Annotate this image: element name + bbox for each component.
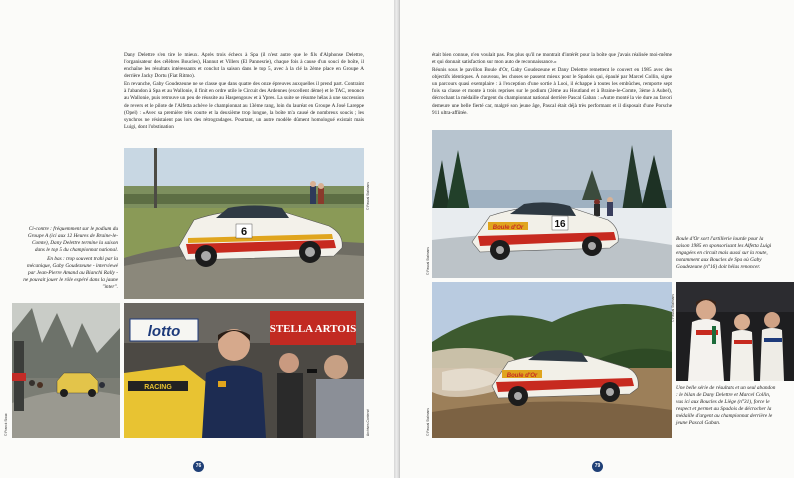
right-caption-1: Boule d'Or sort l'artillerie lourde pour la saison 1985 en sponsorisant les Alfetta Luigi engagées en circuit mais aussi sur la route, notamment aux Boucles de Spa où Gaby Goudezeune (n°16) doit hélas renoncer.	[676, 236, 772, 270]
right-paragraph-1: était bien connue, n'en voulait pas. Pas plus qu'il ne montrait d'intérêt pour la boîte que j'avais réalisée moi-même et qui donnait satisfaction sur mon auto de reconnaissance.»	[432, 52, 672, 66]
snow-rally-illustration	[432, 130, 672, 278]
right-caption-2-box	[676, 385, 776, 429]
photo-boule-dor-16	[432, 130, 672, 278]
right-page	[399, 0, 794, 478]
dust-rally-illustration	[432, 282, 672, 438]
left-photo-credit-2: © Franck Sioux	[4, 413, 8, 436]
right-body-text	[432, 52, 672, 118]
left-captions	[22, 226, 118, 293]
interview-illustration	[124, 303, 364, 438]
lotto-sign-text: lotto	[147, 323, 181, 340]
left-page-number: 76	[193, 461, 204, 472]
photo-dust-rally-car	[432, 282, 672, 438]
left-caption-1: Ci-contre : fréquemment sur le podium du Groupe A (ici aux 12 Heures de Braine-le-Comte), Dany Delettre termine la saison dans le top 5 du championnat national.	[27, 226, 118, 253]
right-caption-1-box	[676, 236, 776, 273]
left-body-text	[124, 52, 364, 132]
left-page	[0, 0, 395, 478]
podium-illustration	[676, 282, 794, 381]
right-paragraph-2: Réunis sous le pavillon Boule d'Or, Gaby Goudezeune et Dany Delettre remettent le couvert en 1985 avec des objectifs identiques. À nouveau, les choses se passent mieux pour le Spadois qui, épaulé par Marcel Collin, signe un parcours quasi exemplaire : à l'exception d'une sortie à Looi, il échappe à toutes les embûches, remporte sept fois sa classe et monte à trois reprises sur le podium (2ème au Houtland et à Braine-le-Comte, 3ème à Aubel), décrochant la médaille d'argent du championnat national derrière Pascal Gaban : «Autre monté la vie dure au favori demeure une belle fierté car, malgré son jeune âge, Pascal était déjà très performant et il disposait d'une Porsche 911 ultra-affûtée.	[432, 67, 672, 116]
stella-sign-text: STELLA ARTOIS	[269, 323, 357, 335]
right-photo-credit-1: © Pascal Stalmans	[426, 247, 430, 275]
photo-rally-stage-small	[12, 303, 120, 438]
left-photo-credit-3: Archives Contersé	[366, 409, 370, 436]
boule-dor-livery-1: Boule d'Or	[492, 225, 524, 231]
rally-car-illustration	[124, 148, 364, 299]
boule-dor-livery-2: Boule d'Or	[506, 373, 538, 379]
right-photo-credit-3: © Pascal Stalmans	[671, 294, 675, 322]
left-paragraph-1: Dany Delettre s'en tire le mieux. Après trois échecs à Spa (il n'est autre que le fils d'Alphonse Delettre, l'organisateur des célèbres Boucles), Hannut et Villers (El Pannesrie), chaque fois à cause d'un souci de boîte, il enchaîne les résultats intéressants et conclut la saison dans le top 5, avec à la clé la 2ème place en Groupe A derrière Jacky Dortu (Fiat Ritmo).	[124, 52, 364, 80]
right-photo-credit-2: © Pascal Stalmans	[426, 408, 430, 436]
rally-stage-illustration	[12, 303, 120, 438]
photo-interview	[124, 303, 364, 438]
right-page-number: 79	[592, 461, 603, 472]
car-number-16: 16	[554, 219, 566, 230]
left-paragraph-2: En revanche, Gaby Goudezeune ne se classe que dans quatre des onze épreuves auxquelles il prend part. Contraint à l'abandon à Spa et au Wallonie, il finit en ordre utile le Circuit des Ardennes (excellent 4ème) et le TAC, renonce au Wallonie, puis retrouve un peu de réussite au Haspengouw et à Ypres. La suite se résume hélas à une succession de revers et le pilote de l'Alfetta achève le championnat au 13ème rang, loin du lauréat en Groupe A José Lareppe (Opel) : «Avec sa première très courte et la deuxième trop longue, la boîte m'a causé de nombreux soucis ; les synchros ne résistaient pas lors des rétrogradages. Pourtant, un autre modèle dûment homologué existait mais Luigi, dont l'obstination	[124, 81, 364, 130]
photo-alfetta-number-6	[124, 148, 364, 299]
photo-podium-celebration	[676, 282, 794, 381]
left-photo-credit-1: © Pascal Stalmans	[366, 182, 370, 210]
racing-label: RACING	[144, 384, 172, 391]
car-number-label: 6	[240, 226, 248, 238]
left-caption-2: En bas : trop souvent trahi par la mécanique, Gaby Goudezeune - interviewé par Jean-Pierre Amand au Bianchi Rally - ne pouvait jouer le rôle espéré dans la jaune "inter".	[23, 256, 118, 290]
right-caption-2: Une belle série de résultats et un seul abandon : le bilan de Dany Delettre et Marcel Collin, vus ici aux Boucles de Liège (n°31), force le respect et permet au Spadois de décrocher la médaille d'argent au championnat derrière le jeune Pascal Gaban.	[676, 385, 776, 426]
